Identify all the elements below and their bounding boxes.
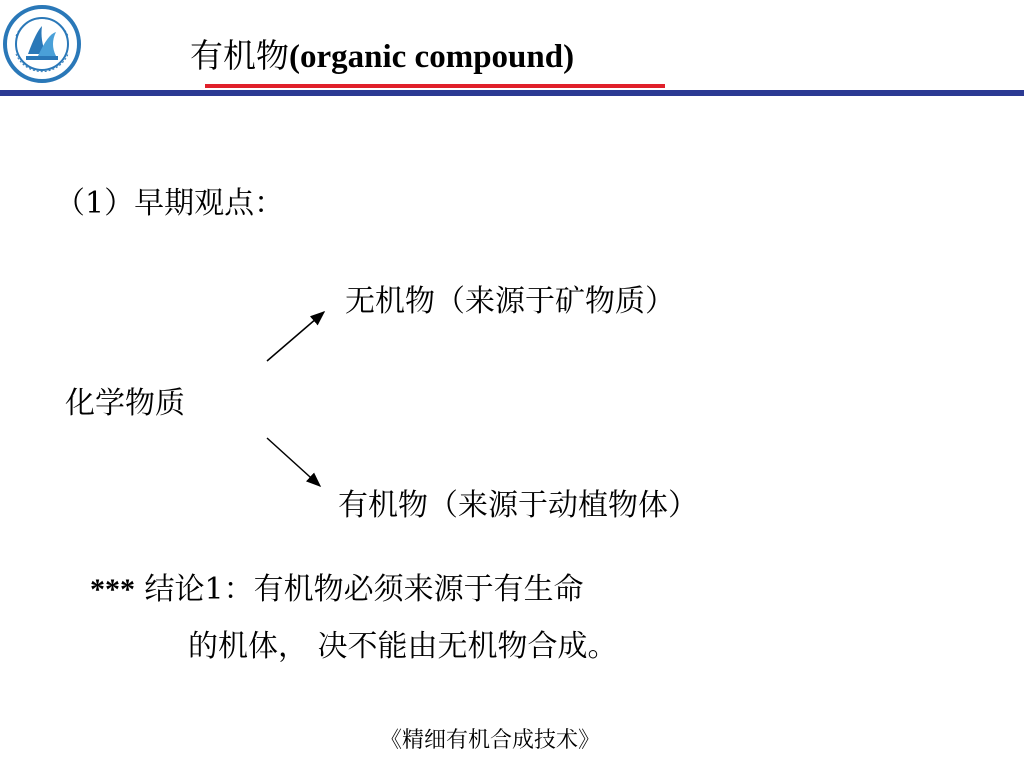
header-divider — [0, 90, 1024, 96]
conclusion-line-2: 的机体， 决不能由无机物合成。 — [188, 629, 618, 664]
university-seal-icon — [2, 4, 82, 84]
branch-inorganic: 无机物（来源于矿物质） — [345, 284, 675, 319]
section-heading: （1）早期观点： — [55, 186, 285, 221]
title-underline — [205, 84, 665, 88]
conclusion-text-1: 有机物必须来源于有生命 — [253, 572, 584, 607]
arrow-down — [267, 438, 320, 486]
slide-title-cn: 有机物 — [190, 39, 289, 75]
slide-title — [190, 30, 574, 77]
branch-organic: 有机物（来源于动植物体） — [338, 488, 698, 523]
slide-title-en: (organic compound) — [289, 39, 575, 75]
conclusion-stars: *** — [90, 573, 135, 606]
footer-course-title: 《精细有机合成技术》 — [380, 728, 601, 753]
arrow-up — [267, 312, 324, 361]
conclusion-label: 结论1： — [135, 572, 254, 607]
conclusion-line-1 — [90, 564, 584, 608]
root-chemical-substance: 化学物质 — [65, 386, 185, 421]
